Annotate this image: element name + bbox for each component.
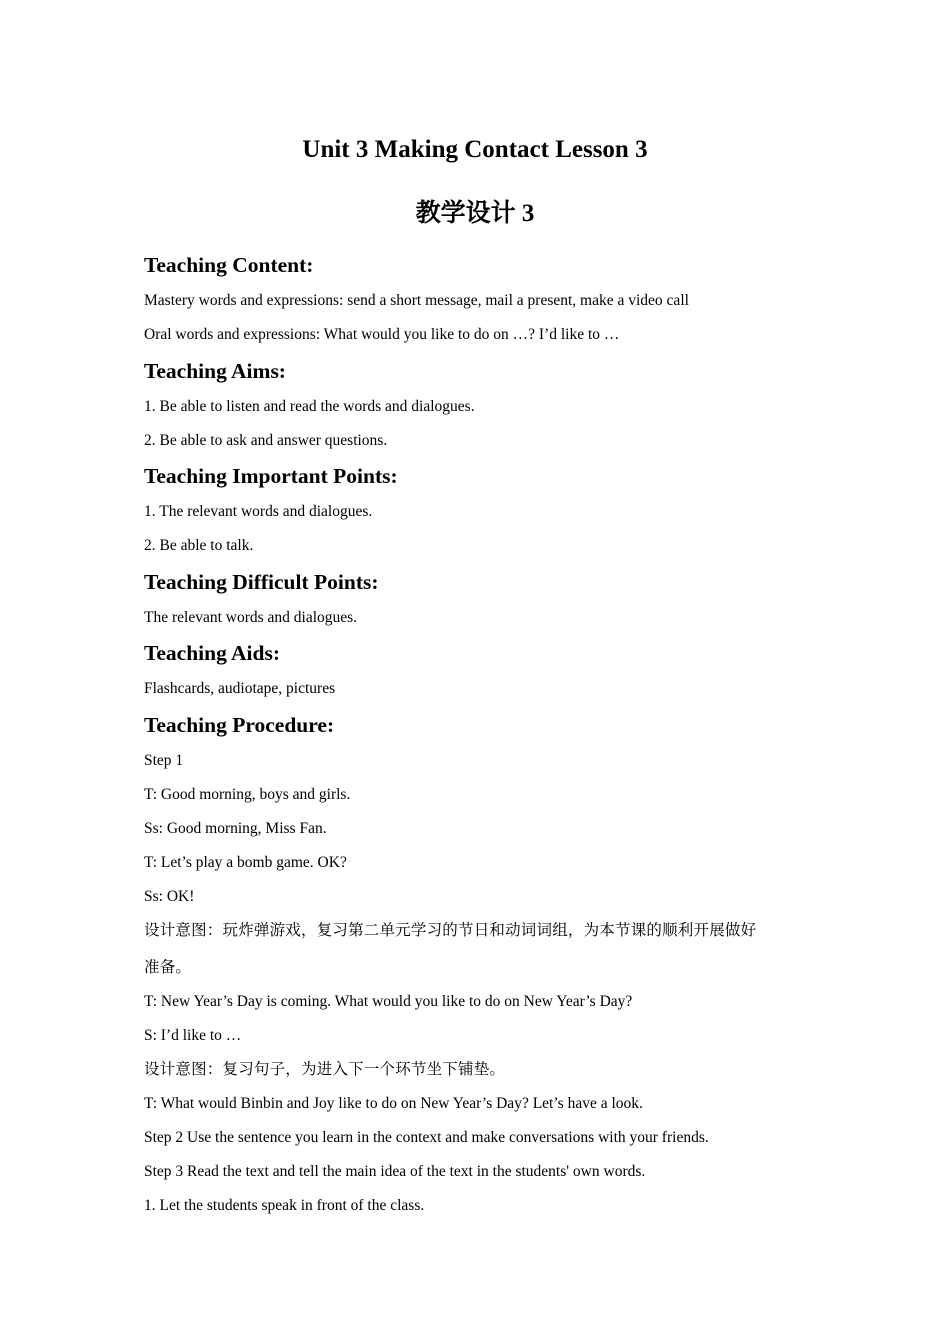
teaching-difficult-points-line: The relevant words and dialogues.	[144, 609, 358, 626]
teaching-important-points-line: 2. Be able to talk.	[144, 537, 254, 554]
procedure-line: S: I’d like to …	[144, 1027, 242, 1044]
teaching-content-line: Oral words and expressions: What would you like to do on …? I’d like to …	[144, 326, 620, 343]
design-intent-line: 设计意图：复习句子，为进入下一个环节坐下铺垫。	[144, 1061, 506, 1078]
procedure-line: 1. Let the students speak in front of the class.	[144, 1197, 425, 1214]
teaching-content-heading: Teaching Content:	[144, 253, 314, 277]
teaching-content-line: Mastery words and expressions: send a short message, mail a present, make a video call	[144, 292, 689, 309]
design-intent-line: 设计意图：玩炸弹游戏，复习第二单元学习的节日和动词词组，为本节课的顺利开展做好	[144, 922, 757, 939]
teaching-important-points-line: 1. The relevant words and dialogues.	[144, 503, 373, 520]
teaching-aims-heading: Teaching Aims:	[144, 359, 286, 383]
document-title: Unit 3 Making Contact Lesson 3	[302, 136, 648, 163]
procedure-line: T: Good morning, boys and girls.	[144, 786, 351, 803]
document-subtitle: 教学设计 3	[415, 200, 535, 227]
procedure-line: Step 3 Read the text and tell the main idea of the text in the students' own words.	[144, 1163, 646, 1180]
teaching-aids-line: Flashcards, audiotape, pictures	[144, 680, 336, 697]
teaching-difficult-points-heading: Teaching Difficult Points:	[144, 570, 379, 594]
teaching-aids-heading: Teaching Aids:	[144, 641, 281, 665]
teaching-aims-line: 2. Be able to ask and answer questions.	[144, 432, 388, 449]
procedure-line: T: Let’s play a bomb game. OK?	[144, 854, 347, 871]
teaching-important-points-heading: Teaching Important Points:	[144, 464, 398, 488]
design-intent-line: 准备。	[144, 959, 192, 976]
teaching-aims-line: 1. Be able to listen and read the words and dialogues.	[144, 398, 475, 415]
procedure-line: Step 1	[144, 752, 184, 769]
procedure-line: Step 2 Use the sentence you learn in the context and make conversations with your friends.	[144, 1129, 709, 1146]
procedure-line: Ss: Good morning, Miss Fan.	[144, 820, 327, 837]
procedure-line: T: What would Binbin and Joy like to do on New Year’s Day? Let’s have a look.	[144, 1095, 643, 1112]
teaching-procedure-heading: Teaching Procedure:	[144, 713, 335, 737]
procedure-line: T: New Year’s Day is coming. What would you like to do on New Year’s Day?	[144, 993, 633, 1010]
procedure-line: Ss: OK!	[144, 888, 195, 905]
